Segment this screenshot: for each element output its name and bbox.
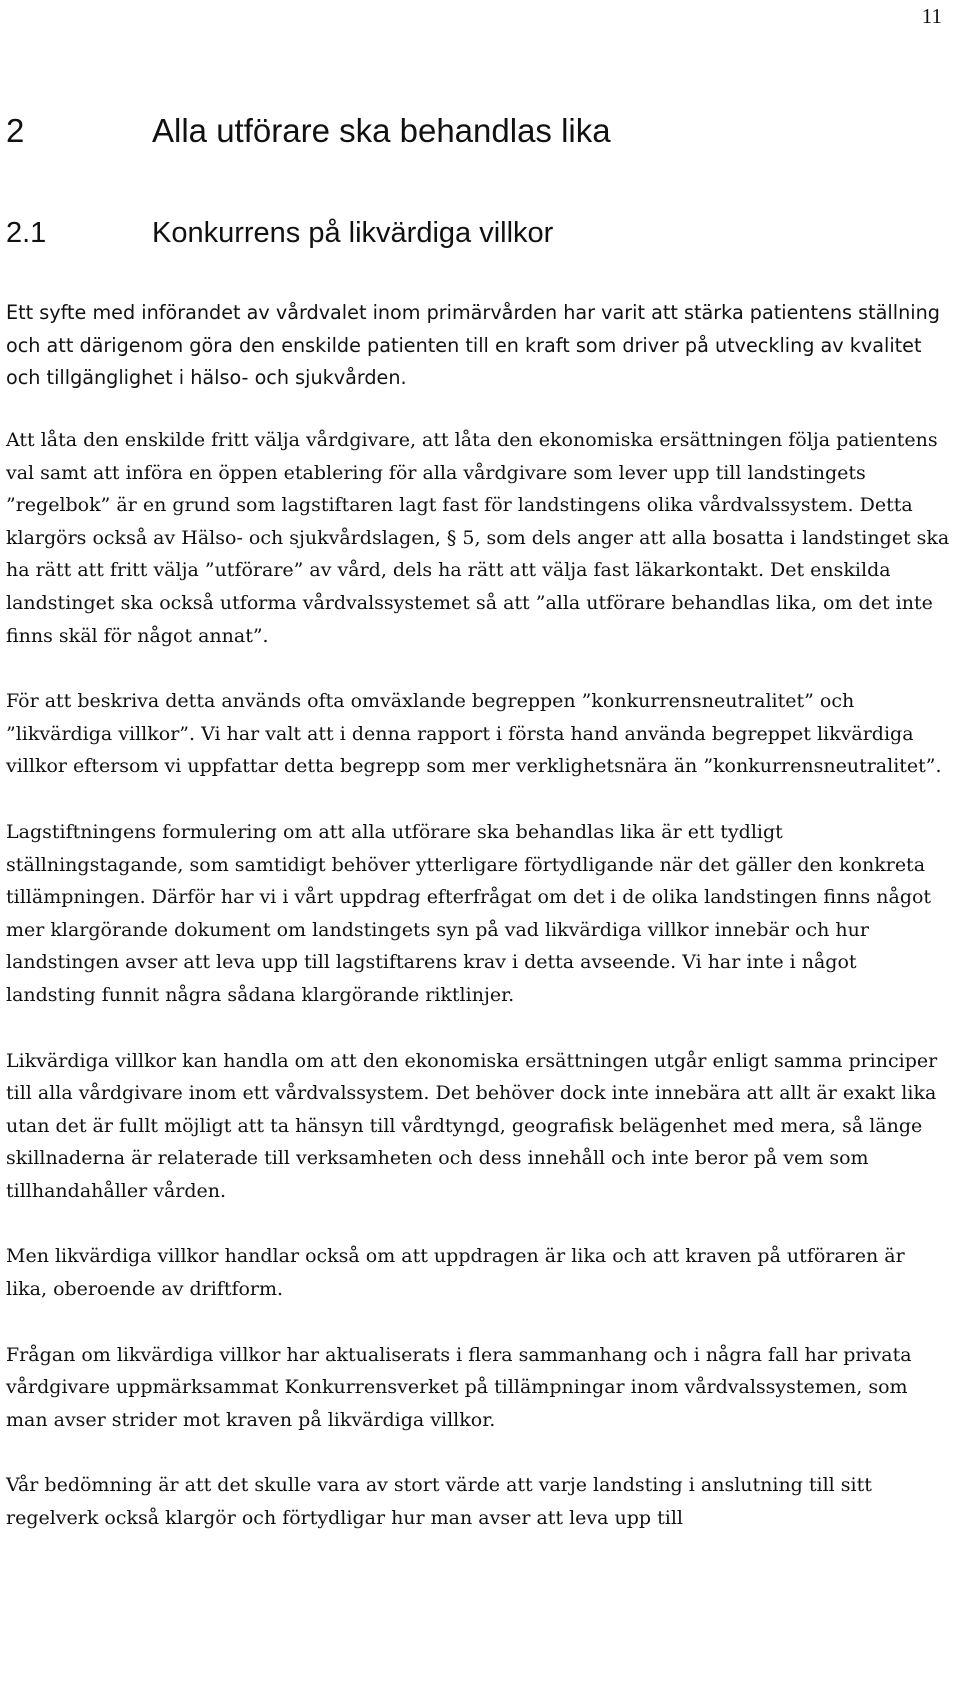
paragraph: Frågan om likvärdiga villkor har aktualiserats i flera sammanhang och i några fall har privata vårdgivare uppmärksammat Konkurrensverket på tillämpningar inom vårdvalssystemen, som man avser strider mot kraven på likvärdiga villkor. bbox=[6, 1343, 912, 1431]
chapter-heading bbox=[6, 112, 611, 150]
paragraph: Men likvärdiga villkor handlar också om att uppdragen är lika och att kraven på utföraren är lika, oberoende av driftform. bbox=[6, 1245, 905, 1301]
intro-paragraph: Ett syfte med införandet av vårdvalet inom primärvården har varit att stärka patientens ställning och att därigenom göra den enskilde patienten till en kraft som driver på utveckling av kvalitet och tillgänglighet i hälso- och sjukvården. bbox=[6, 301, 940, 389]
paragraph: Lagstiftningens formulering om att alla utförare ska behandlas lika är ett tydligt ställningstagande, som samtidigt behöver ytterligare förtydligande när det gäller den konkreta tillämpningen. Därför har vi i vårt uppdrag efterfrågat om det i de olika landstingen finns något mer klargörande dokument om landstingets syn på vad likvärdiga villkor innebär och hur landstingen avser att leva upp till lagstiftarens krav i detta avseende. Vi har inte i något landsting funnit några sådana klargörande riktlinjer. bbox=[6, 820, 932, 1006]
body-text bbox=[6, 424, 951, 1568]
chapter-title: Alla utförare ska behandlas lika bbox=[152, 112, 611, 149]
section-title: Konkurrens på likvärdiga villkor bbox=[152, 217, 554, 249]
paragraph: Att låta den enskilde fritt välja vårdgivare, att låta den ekonomiska ersättningen följa patientens val samt att införa en öppen etablering för alla vårdgivare som lever upp till landstingets ”regelbok” är en grund som lagstiftaren lagt fast för landstingens olika vårdvalssystem. Detta klargörs också av Hälso- och sjukvårdslagen, § 5, som dels anger att alla bosatta i landstinget ska ha rätt att fritt välja ”utförare” av vård, dels ha rätt att välja fast läkarkontakt. Det enskilda landstinget ska också utforma vårdvalssystemet så att ”alla utförare behandlas lika, om det inte finns skäl för något annat”. bbox=[6, 429, 950, 647]
section-number: 2.1 bbox=[6, 217, 47, 249]
paragraph: Vår bedömning är att det skulle vara av stort värde att varje landsting i anslutning till sitt regelverk också klargör och förtydligar hur man avser att leva upp till bbox=[6, 1474, 872, 1530]
section-heading bbox=[6, 217, 553, 250]
chapter-number: 2 bbox=[6, 112, 25, 149]
page-number: 11 bbox=[921, 4, 942, 28]
paragraph: För att beskriva detta används ofta omväxlande begreppen ”konkurrensneutralitet” och ”likvärdiga villkor”. Vi har valt att i denna rapport i första hand använda begreppet likvärdiga villkor eftersom vi uppfattar detta begrepp som mer verklighetsnära än ”konkurrensneutralitet”. bbox=[6, 690, 942, 778]
paragraph: Likvärdiga villkor kan handla om att den ekonomiska ersättningen utgår enligt samma principer till alla vårdgivare inom ett vårdvalssystem. Det behöver dock inte innebära att allt är exakt lika utan det är fullt möjligt att ta hänsyn till vårdtyngd, geografisk belägenhet med mera, så länge skillnaderna är relaterade till verksamheten och dess innehåll och inte beror på vem som tillhandahåller vården. bbox=[6, 1049, 938, 1202]
